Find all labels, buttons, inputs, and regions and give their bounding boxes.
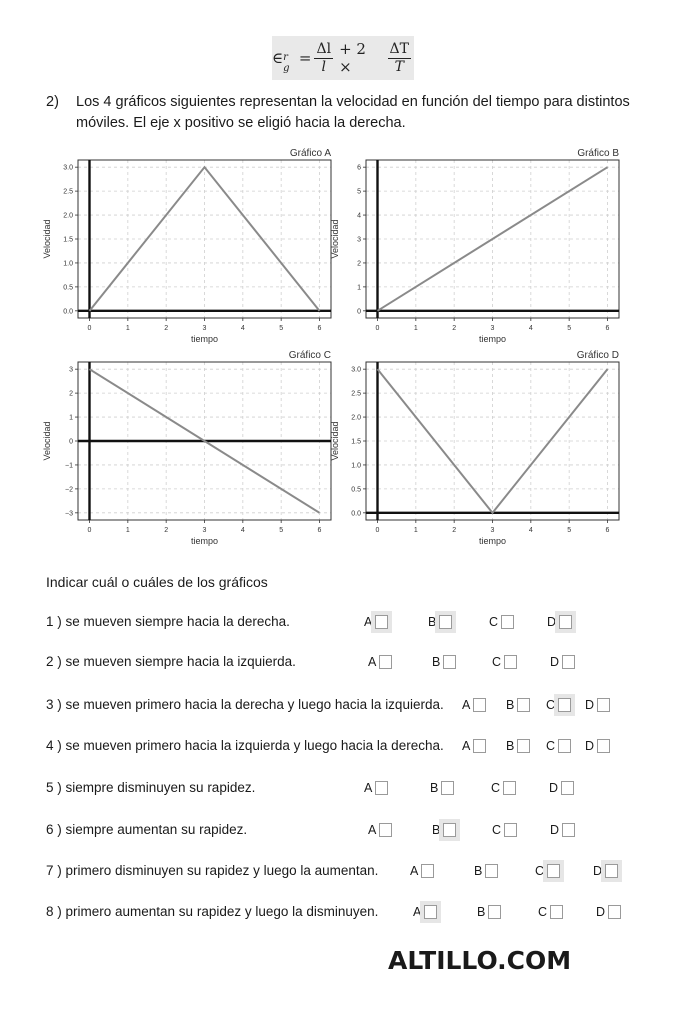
y-axis-label: Velocidad xyxy=(42,421,52,461)
formula-epsilon: ∈ xyxy=(272,49,284,67)
question-item: 2 ) se mueven siempre hacia la izquierda. xyxy=(46,654,296,669)
checkbox[interactable] xyxy=(473,698,486,712)
y-tick-label: 0 xyxy=(69,438,73,446)
option-label: D xyxy=(593,864,603,878)
option-label: C xyxy=(492,823,502,837)
x-tick-label: 5 xyxy=(279,325,284,332)
x-axis-label: tiempo xyxy=(190,536,219,546)
y-tick-label: 0.0 xyxy=(351,510,361,518)
fraction-numerator: Δl xyxy=(316,40,332,57)
checkbox[interactable] xyxy=(473,739,486,753)
checkbox[interactable] xyxy=(504,655,517,669)
checkbox[interactable] xyxy=(375,781,388,795)
question-item: 4 ) se mueven primero hacia la izquierda y luego hacia la derecha. xyxy=(46,738,444,753)
x-tick-label: 4 xyxy=(240,527,245,534)
option-a[interactable] xyxy=(462,736,486,756)
x-tick-label: 2 xyxy=(452,325,457,332)
y-tick-label: 0 xyxy=(357,308,361,316)
checkbox[interactable] xyxy=(379,655,392,669)
y-tick-label: −2 xyxy=(65,486,73,494)
option-a[interactable] xyxy=(462,695,486,715)
x-tick-label: 6 xyxy=(317,325,322,332)
y-tick-label: 3 xyxy=(69,366,73,374)
option-label: D xyxy=(550,823,560,837)
option-b[interactable] xyxy=(477,902,501,922)
option-label: C xyxy=(489,615,499,629)
x-axis-label: tiempo xyxy=(478,536,507,546)
x-tick-label: 4 xyxy=(528,527,533,534)
x-tick-label: 1 xyxy=(125,325,130,332)
option-label: B xyxy=(428,615,437,629)
question-item: 8 ) primero aumentan su rapidez y luego la disminuyen. xyxy=(46,904,379,919)
checkbox[interactable] xyxy=(550,905,563,919)
chart-title: Gráfico C xyxy=(288,350,331,361)
option-d[interactable] xyxy=(585,695,610,715)
option-b[interactable] xyxy=(506,695,530,715)
y-tick-label: 0.5 xyxy=(63,284,73,292)
option-label: A xyxy=(368,655,377,669)
option-b[interactable] xyxy=(474,861,498,881)
checkbox[interactable] xyxy=(503,781,516,795)
fraction-numerator: ΔT xyxy=(389,40,409,57)
option-label: D xyxy=(585,698,595,712)
option-d[interactable] xyxy=(596,902,621,922)
checkbox[interactable] xyxy=(559,615,572,629)
option-label: A xyxy=(364,615,373,629)
y-tick-label: 2.0 xyxy=(351,414,361,422)
option-label: D xyxy=(550,655,560,669)
x-tick-label: 2 xyxy=(164,527,169,534)
question-item: 1 ) se mueven siempre hacia la derecha. xyxy=(46,614,290,629)
option-label: C xyxy=(535,864,545,878)
question-line-2: móviles. El eje x positivo se eligió hacia la derecha. xyxy=(76,115,406,131)
y-tick-label: 1.5 xyxy=(351,438,361,446)
checkbox[interactable] xyxy=(443,655,456,669)
y-tick-label: 1 xyxy=(69,414,73,422)
checkbox[interactable] xyxy=(379,823,392,837)
option-label: C xyxy=(538,905,548,919)
fraction-denominator: l xyxy=(321,58,327,75)
option-c[interactable] xyxy=(538,902,563,922)
fraction-denominator: T xyxy=(394,58,404,75)
y-tick-label: 3.0 xyxy=(351,366,361,374)
option-d[interactable] xyxy=(549,778,574,798)
option-b[interactable] xyxy=(432,652,456,672)
option-label: C xyxy=(491,781,501,795)
x-tick-label: 3 xyxy=(202,325,207,332)
x-tick-label: 0 xyxy=(87,325,92,332)
option-a[interactable] xyxy=(410,861,434,881)
chart-title: Gráfico B xyxy=(577,148,619,159)
x-tick-label: 6 xyxy=(605,325,610,332)
checkbox[interactable] xyxy=(485,864,498,878)
option-label: B xyxy=(506,739,515,753)
option-label: D xyxy=(549,781,559,795)
option-d[interactable] xyxy=(547,612,572,632)
option-label: D xyxy=(585,739,595,753)
option-c[interactable] xyxy=(492,652,517,672)
y-tick-label: 2 xyxy=(357,260,361,268)
y-tick-label: −1 xyxy=(65,462,73,470)
x-tick-label: 4 xyxy=(528,325,533,332)
x-tick-label: 1 xyxy=(125,527,130,534)
y-tick-label: 1.5 xyxy=(63,236,73,244)
y-tick-label: 3 xyxy=(357,236,361,244)
checkbox[interactable] xyxy=(562,823,575,837)
chart-1 xyxy=(330,148,619,344)
checkbox[interactable] xyxy=(561,781,574,795)
formula-subscript: r g xyxy=(283,52,290,74)
y-tick-label: 1.0 xyxy=(351,462,361,470)
checkbox[interactable] xyxy=(443,823,456,837)
option-a[interactable] xyxy=(364,612,388,632)
checkbox[interactable] xyxy=(558,698,571,712)
checkbox[interactable] xyxy=(517,739,530,753)
option-c[interactable] xyxy=(546,736,571,756)
x-tick-label: 0 xyxy=(375,325,380,332)
option-label: B xyxy=(430,781,439,795)
x-tick-label: 2 xyxy=(164,325,169,332)
checkbox[interactable] xyxy=(441,781,454,795)
option-a[interactable] xyxy=(368,652,392,672)
y-tick-label: 5 xyxy=(357,188,361,196)
checkbox[interactable] xyxy=(504,823,517,837)
option-b[interactable] xyxy=(428,612,452,632)
option-b[interactable] xyxy=(432,820,456,840)
y-axis-label: Velocidad xyxy=(330,219,340,259)
checkbox[interactable] xyxy=(547,864,560,878)
y-tick-label: 6 xyxy=(357,164,361,172)
instruction-text: Indicar cuál o cuáles de los gráficos xyxy=(46,574,268,590)
option-label: A xyxy=(462,739,471,753)
option-c[interactable] xyxy=(546,695,571,715)
x-tick-label: 0 xyxy=(375,527,380,534)
x-tick-label: 3 xyxy=(202,527,207,534)
x-tick-label: 2 xyxy=(452,527,457,534)
chart-title: Gráfico D xyxy=(576,350,619,361)
y-tick-label: −3 xyxy=(65,510,73,518)
option-c[interactable] xyxy=(489,612,514,632)
option-c[interactable] xyxy=(491,778,516,798)
option-a[interactable] xyxy=(364,778,388,798)
question-item: 6 ) siempre aumentan su rapidez. xyxy=(46,822,248,837)
option-b[interactable] xyxy=(430,778,454,798)
chart-title: Gráfico A xyxy=(289,148,331,159)
y-axis-label: Velocidad xyxy=(330,421,340,461)
x-tick-label: 1 xyxy=(413,527,418,534)
checkbox[interactable] xyxy=(375,615,388,629)
y-tick-label: 4 xyxy=(357,212,361,220)
brand-logo: ALTILLO.COM xyxy=(388,946,572,975)
checkbox[interactable] xyxy=(517,698,530,712)
question-number: 2) xyxy=(46,94,59,110)
y-tick-label: 2.0 xyxy=(63,212,73,220)
question-item: 3 ) se mueven primero hacia la derecha y luego hacia la izquierda. xyxy=(46,697,444,712)
checkbox[interactable] xyxy=(488,905,501,919)
checkbox[interactable] xyxy=(421,864,434,878)
option-label: C xyxy=(492,655,502,669)
y-tick-label: 1.0 xyxy=(63,260,73,268)
option-label: A xyxy=(364,781,373,795)
option-c[interactable] xyxy=(492,820,517,840)
y-axis-label: Velocidad xyxy=(42,219,52,259)
question-item: 7 ) primero disminuyen su rapidez y luego la aumentan. xyxy=(46,863,379,878)
checkbox[interactable] xyxy=(605,864,618,878)
checkbox[interactable] xyxy=(558,739,571,753)
checkbox[interactable] xyxy=(562,655,575,669)
option-a[interactable] xyxy=(413,902,437,922)
y-tick-label: 2.5 xyxy=(63,188,73,196)
x-tick-label: 6 xyxy=(605,527,610,534)
x-tick-label: 4 xyxy=(240,325,245,332)
option-label: D xyxy=(596,905,606,919)
option-label: B xyxy=(477,905,486,919)
checkbox[interactable] xyxy=(597,739,610,753)
option-label: A xyxy=(410,864,419,878)
option-label: B xyxy=(432,823,441,837)
chart-3 xyxy=(330,350,619,546)
option-label: C xyxy=(546,739,556,753)
option-d[interactable] xyxy=(550,652,575,672)
option-label: B xyxy=(506,698,515,712)
chart-0 xyxy=(42,148,331,344)
option-label: A xyxy=(462,698,471,712)
option-d[interactable] xyxy=(593,861,618,881)
option-d[interactable] xyxy=(585,736,610,756)
checkbox[interactable] xyxy=(597,698,610,712)
y-tick-label: 0.5 xyxy=(351,486,361,494)
option-label: D xyxy=(547,615,557,629)
x-tick-label: 0 xyxy=(87,527,92,534)
checkbox[interactable] xyxy=(501,615,514,629)
x-tick-label: 5 xyxy=(567,325,572,332)
option-label: B xyxy=(474,864,483,878)
x-tick-label: 6 xyxy=(317,527,322,534)
formula-plus-term: + 2 × xyxy=(339,40,366,76)
x-axis-label: tiempo xyxy=(190,334,219,344)
x-tick-label: 5 xyxy=(279,527,284,534)
y-tick-label: 2.5 xyxy=(351,390,361,398)
x-tick-label: 5 xyxy=(567,527,572,534)
y-tick-label: 3.0 xyxy=(63,164,73,172)
x-tick-label: 3 xyxy=(490,325,495,332)
option-label: C xyxy=(546,698,556,712)
checkbox[interactable] xyxy=(424,905,437,919)
option-a[interactable] xyxy=(368,820,392,840)
y-tick-label: 2 xyxy=(69,390,73,398)
checkbox[interactable] xyxy=(439,615,452,629)
option-c[interactable] xyxy=(535,861,560,881)
option-label: A xyxy=(413,905,422,919)
x-axis-label: tiempo xyxy=(478,334,507,344)
option-b[interactable] xyxy=(506,736,530,756)
checkbox[interactable] xyxy=(608,905,621,919)
option-d[interactable] xyxy=(550,820,575,840)
y-tick-label: 1 xyxy=(357,284,361,292)
x-tick-label: 1 xyxy=(413,325,418,332)
option-label: A xyxy=(368,823,377,837)
chart-2 xyxy=(42,350,331,546)
question-item: 5 ) siempre disminuyen su rapidez. xyxy=(46,780,256,795)
option-label: B xyxy=(432,655,441,669)
question-line-1: Los 4 gráficos siguientes representan la velocidad en función del tiempo para distintos xyxy=(76,94,630,110)
x-tick-label: 3 xyxy=(490,527,495,534)
y-tick-label: 0.0 xyxy=(63,308,73,316)
formula-equals: = xyxy=(298,49,312,67)
